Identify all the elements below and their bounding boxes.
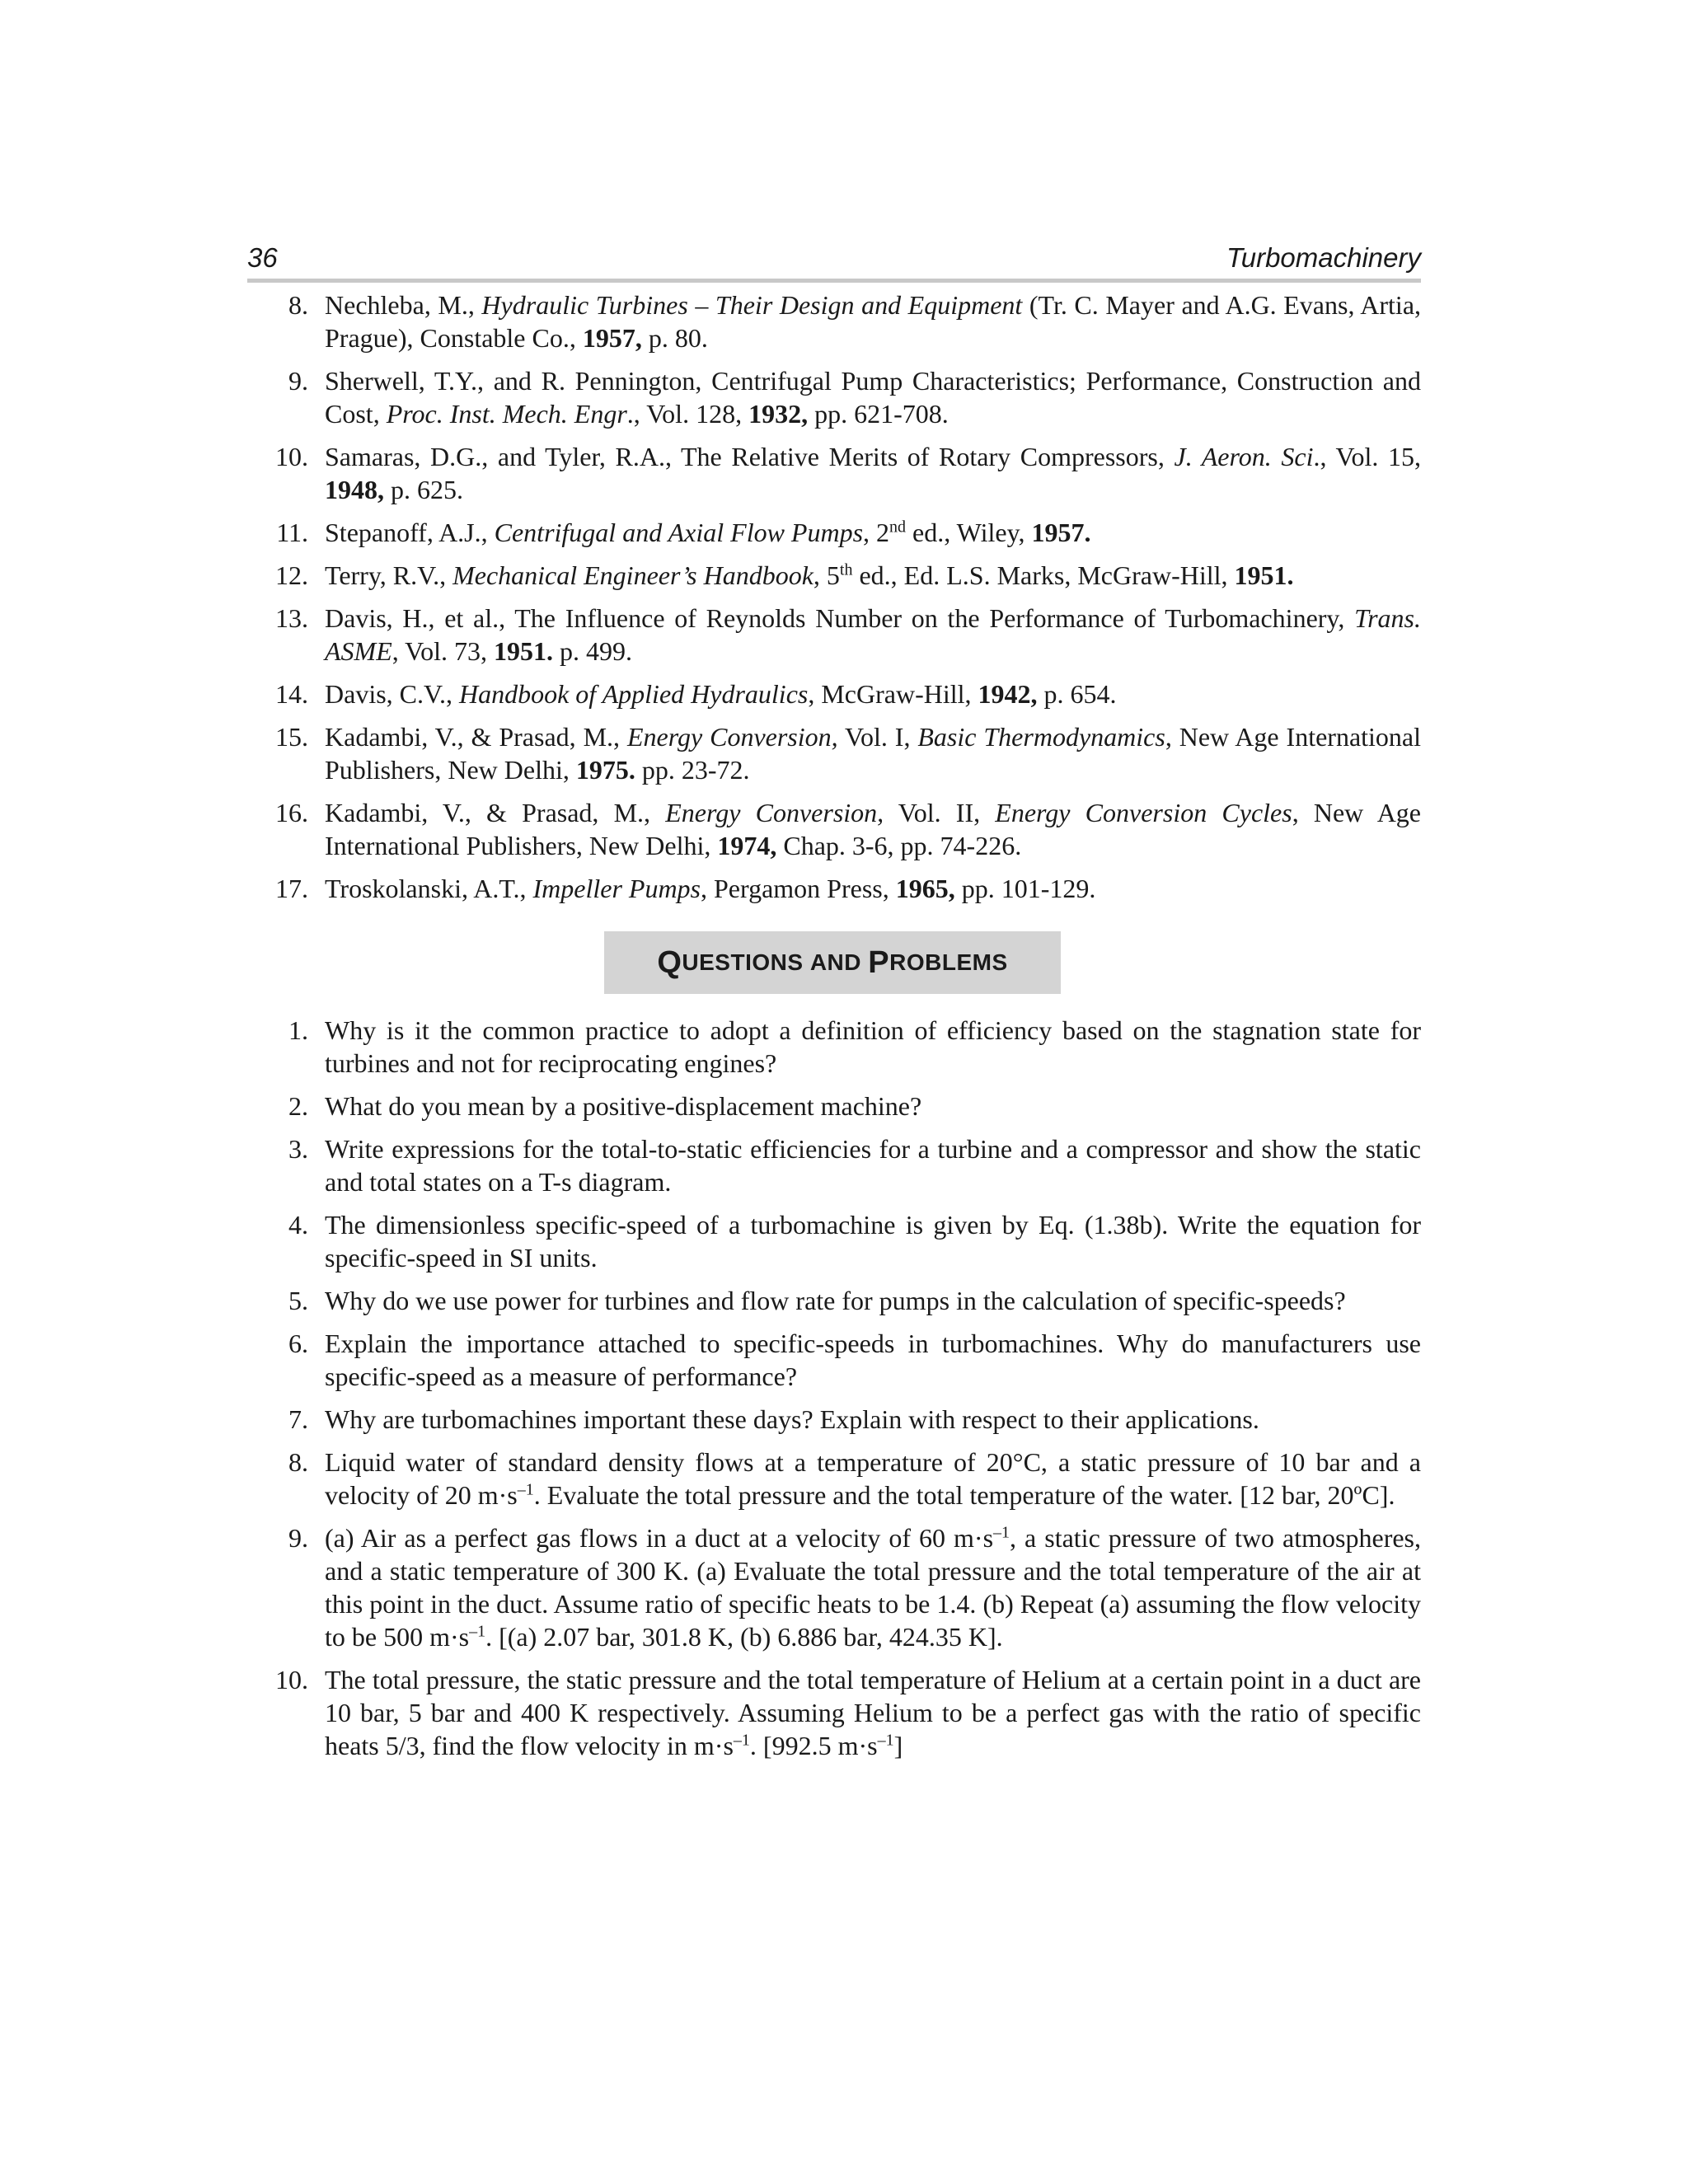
reference-item-text-run: 1942,: [978, 679, 1038, 709]
reference-item-text-run: Centrifugal and Axial Flow Pumps: [494, 518, 864, 547]
question-item-text-run: –1: [469, 1622, 486, 1641]
reference-item: [247, 559, 1421, 592]
question-item-text-run: The total pressure, the static pressure and the total temperature of Helium at a certain point in a duct are 10 bar, 5 bar and 400 K respectively. Assuming Helium to be a perfect gas with the ratio of specific heats 5/3, find the flow velocity in m·s: [325, 1665, 1421, 1760]
reference-item-text: [325, 516, 1421, 549]
reference-item-text-run: Trans. ASME: [325, 603, 1421, 666]
reference-item-text: [325, 440, 1421, 506]
reference-item-text-run: pp. 23-72.: [635, 755, 750, 785]
reference-item-text-run: Energy Conversion Cycles: [995, 798, 1292, 827]
question-item-number: 10.: [275, 1665, 308, 1694]
question-item-text-run: . [992.5 m·s: [749, 1731, 878, 1760]
question-item-text: [325, 1403, 1421, 1436]
reference-item-text-run: 1965,: [895, 874, 955, 903]
reference-item-text-run: 1975.: [575, 755, 635, 785]
reference-item-text-run: ., Vol. 15,: [1313, 442, 1422, 471]
running-title: Turbomachinery: [1226, 242, 1421, 273]
reference-item-text-run: Mechanical Engineer’s Handbook: [452, 560, 814, 590]
reference-item-text: [325, 288, 1421, 354]
reference-item-number: 12.: [275, 560, 308, 590]
reference-item-number: 10.: [275, 442, 308, 471]
reference-item-text-run: Vol. II,: [884, 798, 996, 827]
reference-item-text: [325, 720, 1421, 786]
reference-item-text-run: Basic Thermodynamics: [917, 722, 1165, 752]
reference-item-number: 8.: [288, 290, 308, 320]
question-item: [247, 1014, 1421, 1080]
question-item-text: [325, 1208, 1421, 1274]
question-item-text: [325, 1327, 1421, 1393]
reference-item-text-run: Proc. Inst. Mech. Engr: [386, 399, 627, 429]
reference-item-text-run: p. 625.: [384, 475, 463, 504]
question-item-number: 2.: [288, 1091, 308, 1121]
reference-item-number: 15.: [275, 722, 308, 752]
question-item: [247, 1521, 1421, 1653]
question-item-text-run: Write expressions for the total-to-static efficiencies for a turbine and a compressor and show the static and total states on a T-s diagram.: [325, 1134, 1421, 1197]
reference-item-text-run: , New Age International Publishers, New Delhi,: [325, 722, 1422, 785]
reference-item-text-run: , McGraw-Hill,: [808, 679, 978, 709]
reference-item-number: 11.: [276, 518, 308, 547]
question-item: [247, 1446, 1421, 1511]
question-item: [247, 1284, 1421, 1317]
reference-item-text-run: J. Aeron. Sci: [1174, 442, 1314, 471]
heading-cap-q: Q: [657, 944, 682, 980]
reference-item-text: [325, 559, 1421, 592]
question-item-number: 1.: [288, 1015, 308, 1045]
reference-item-text-run: pp. 621-708.: [808, 399, 949, 429]
reference-item: [247, 364, 1421, 430]
question-item-text-run: , a static pressure of two atmospheres, and a static temperature of 300 K. (a) Evaluate the total pressure and the total temperature of the air at this point in the duct. Assume ratio of specific heats to be 1.4. (b) Repeat (a) assuming the flow velocity to be 500 m·s: [325, 1523, 1422, 1652]
reference-item-text-run: , Vol. 73,: [392, 636, 495, 666]
reference-item-text-run: 1948,: [325, 475, 384, 504]
reference-item-text-run: 1957,: [582, 323, 642, 353]
reference-item: [247, 720, 1421, 786]
question-item-text: [325, 1014, 1421, 1080]
reference-item-text-run: th: [839, 560, 853, 579]
question-item-text-run: –1: [733, 1731, 750, 1750]
reference-item-number: 14.: [275, 679, 308, 709]
reference-item-text-run: Chap. 3-6, pp. 74-226.: [776, 831, 1022, 860]
references-list: [247, 288, 1421, 915]
reference-item-text-run: Hydraulic Turbines – Their Design and Equipment: [481, 290, 1023, 320]
question-item-text-run: –1: [517, 1480, 534, 1499]
question-item-text: [325, 1521, 1421, 1653]
question-item-text-run: . [(a) 2.07 bar, 301.8 K, (b) 6.886 bar, 424.35 K].: [485, 1622, 1003, 1652]
question-item: [247, 1327, 1421, 1393]
question-item-number: 3.: [288, 1134, 308, 1164]
reference-item: [247, 602, 1421, 668]
reference-item-number: 16.: [275, 798, 308, 827]
question-item-number: 4.: [288, 1210, 308, 1240]
reference-item-text-run: 1974,: [717, 831, 777, 860]
questions-heading: [604, 931, 1061, 994]
reference-item-text-run: Davis, H., et al., The Influence of Reynolds Number on the Performance of Turbomachinery,: [325, 603, 1355, 633]
reference-item: [247, 516, 1421, 549]
question-item-number: 5.: [288, 1286, 308, 1315]
reference-item: [247, 440, 1421, 506]
reference-item-text-run: Impeller Pumps: [532, 874, 701, 903]
question-item-text: [325, 1284, 1421, 1317]
questions-list: [247, 1014, 1421, 1772]
reference-item-number: 17.: [275, 874, 308, 903]
reference-item-text-run: Nechleba, M.,: [325, 290, 482, 320]
reference-item-text: [325, 796, 1421, 862]
reference-item-text-run: Kadambi, V., & Prasad, M.,: [325, 798, 666, 827]
reference-item-text-run: Terry, R.V.,: [325, 560, 453, 590]
heading-cap-p: P: [868, 944, 890, 980]
reference-item: [247, 796, 1421, 862]
question-item-number: 9.: [288, 1523, 308, 1553]
question-item-text: [325, 1446, 1421, 1511]
reference-item-text-run: (Tr. C. Mayer and A.G. Evans, Artia, Prague), Constable Co.,: [325, 290, 1422, 353]
reference-item-text: [325, 602, 1421, 668]
question-item-text-run: Why is it the common practice to adopt a definition of efficiency based on the stagnation state for turbines and not for reciprocating engines?: [325, 1015, 1421, 1078]
question-item-text-run: (a) Air as a perfect gas flows in a duct at a velocity of 60 m·s: [325, 1523, 994, 1553]
reference-item-text-run: 1932,: [748, 399, 809, 429]
question-item-number: 8.: [288, 1447, 308, 1477]
question-item-text-run: The dimensionless specific-speed of a turbomachine is given by Eq. (1.38b). Write the equation for specific-speed in SI units.: [325, 1210, 1421, 1272]
question-item-text-run: Why do we use power for turbines and flow rate for pumps in the calculation of specific-speeds?: [325, 1286, 1346, 1315]
question-item-text-run: What do you mean by a positive-displacement machine?: [325, 1091, 922, 1121]
heading-word-3: ROBLEMS: [889, 949, 1008, 975]
reference-item-text: [325, 677, 1421, 710]
reference-item: [247, 677, 1421, 710]
question-item-text-run: Explain the importance attached to specific-speeds in turbomachines. Why do manufacturers use specific-speed as a measure of performance?: [325, 1329, 1421, 1391]
reference-item-text-run: , 5: [813, 560, 840, 590]
reference-item-text-run: Troskolanski, A.T.,: [325, 874, 533, 903]
reference-item-text-run: nd: [889, 518, 907, 537]
reference-item-text-run: ed., Wiley,: [906, 518, 1032, 547]
reference-item-text-run: Sherwell, T.Y., and R. Pennington, Centrifugal Pump Characteristics; Performance, Construction and Cost,: [325, 366, 1421, 429]
reference-item-text-run: Davis, C.V.,: [325, 679, 459, 709]
reference-item-text-run: Stepanoff, A.J.,: [325, 518, 495, 547]
reference-item-text: [325, 364, 1421, 430]
question-item-text-run: . Evaluate the total pressure and the total temperature of the water. [12 bar, 20ºC].: [533, 1480, 1395, 1510]
reference-item-text-run: 1951.: [494, 636, 554, 666]
question-item-text: [325, 1090, 1421, 1122]
page-header: [247, 239, 1421, 283]
question-item-text: [325, 1663, 1421, 1762]
reference-item-number: 13.: [275, 603, 308, 633]
reference-item-text-run: , New Age International Publishers, New Delhi,: [325, 798, 1421, 860]
reference-item-text-run: Kadambi, V., & Prasad, M.,: [325, 722, 627, 752]
page-number: 36: [247, 242, 278, 273]
reference-item-text-run: Energy Conversion,: [626, 722, 838, 752]
question-item-text-run: Why are turbomachines important these days? Explain with respect to their applications.: [325, 1404, 1259, 1434]
question-item: [247, 1403, 1421, 1436]
reference-item-text-run: Vol. I,: [837, 722, 918, 752]
question-item-text-run: ]: [893, 1731, 903, 1760]
reference-item-text-run: , Pergamon Press,: [701, 874, 896, 903]
question-item: [247, 1132, 1421, 1198]
question-item: [247, 1663, 1421, 1762]
reference-item-text-run: ., Vol. 128,: [626, 399, 749, 429]
question-item-text-run: –1: [877, 1731, 894, 1750]
question-item-number: 6.: [288, 1329, 308, 1358]
reference-item-text-run: 1957.: [1031, 518, 1091, 547]
reference-item-text-run: p. 80.: [641, 323, 708, 353]
reference-item: [247, 872, 1421, 905]
reference-item-text-run: Handbook of Applied Hydraulics: [458, 679, 809, 709]
question-item-number: 7.: [288, 1404, 308, 1434]
reference-item-text-run: 1951.: [1234, 560, 1294, 590]
reference-item-text-run: Energy Conversion,: [665, 798, 884, 827]
question-item: [247, 1090, 1421, 1122]
heading-word-1: UESTIONS: [682, 949, 804, 975]
reference-item-text-run: p. 654.: [1037, 679, 1117, 709]
reference-item-number: 9.: [288, 366, 308, 396]
reference-item-text-run: p. 499.: [553, 636, 633, 666]
reference-item-text-run: Samaras, D.G., and Tyler, R.A., The Relative Merits of Rotary Compressors,: [325, 442, 1175, 471]
question-item: [247, 1208, 1421, 1274]
question-item-text: [325, 1132, 1421, 1198]
reference-item-text-run: ed., Ed. L.S. Marks, McGraw-Hill,: [852, 560, 1235, 590]
reference-item-text-run: pp. 101-129.: [954, 874, 1096, 903]
reference-item-text-run: , 2: [863, 518, 890, 547]
reference-item-text: [325, 872, 1421, 905]
question-item-text-run: –1: [993, 1523, 1010, 1542]
heading-word-2: AND: [809, 949, 861, 975]
question-item-text-run: Liquid water of standard density flows at a temperature of 20°C, a static pressure of 10 bar and a velocity of 20 m·s: [325, 1447, 1421, 1510]
reference-item: [247, 288, 1421, 354]
